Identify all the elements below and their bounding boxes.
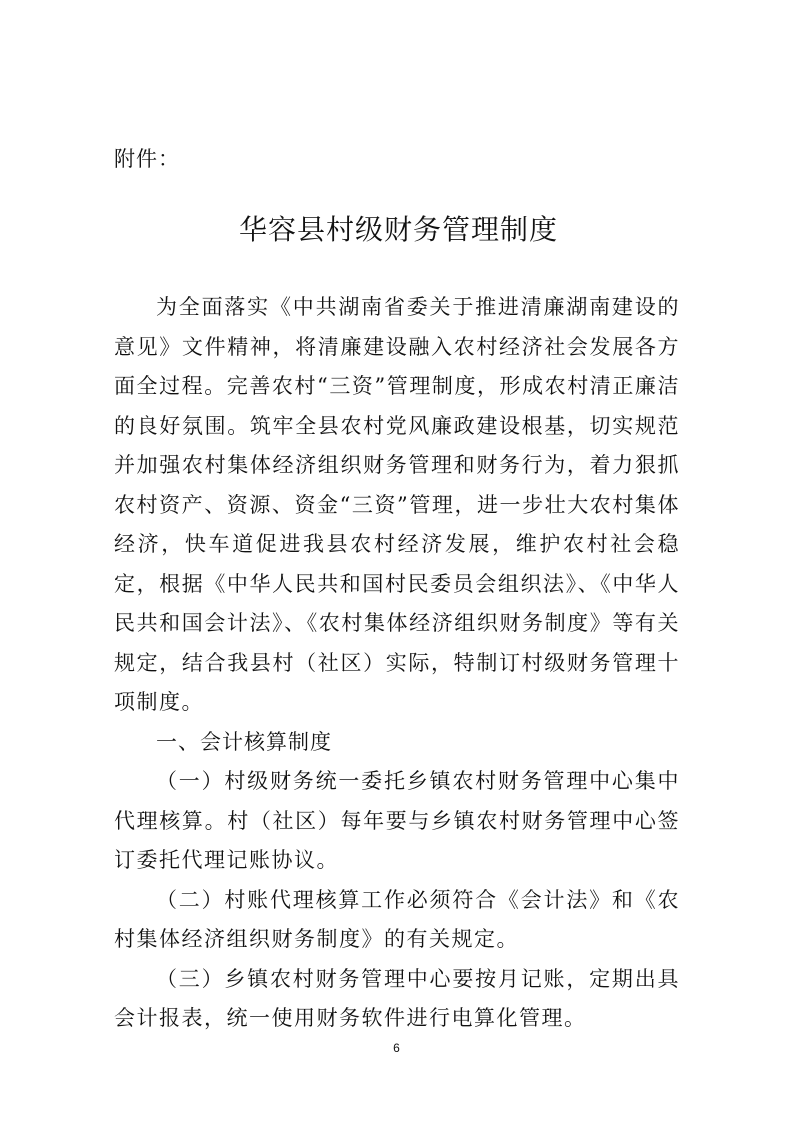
section-item: （三）乡镇农村财务管理中心要按月记账，定期出具会计报表，统一使用财务软件进行电算化管理。 <box>114 966 680 1030</box>
document-title: 华容县村级财务管理制度 <box>238 213 558 246</box>
attachment-label: 附件： <box>114 147 180 171</box>
section-item: （一）村级财务统一委托乡镇农村财务管理中心集中代理核算。村（社区）每年要与乡镇农村财务管理中心签订委托代理记账协议。 <box>114 769 680 872</box>
document-body <box>114 288 680 1039</box>
intro-paragraph: 为全面落实《中共湖南省委关于推进清廉湖南建设的意见》文件精神，将清廉建设融入农村经济社会发展各方面全过程。完善农村“三资”管理制度，形成农村清正廉洁的良好氛围。筑牢全县农村党风廉政建设根基，切实规范并加强农村集体经济组织财务管理和财务行为，着力狠抓农村资产、资源、资金“三资”管理，进一步壮大农村集体经济，快车道促进我县农村经济发展，维护农村社会稳定，根据《中华人民共和国村民委员会组织法》、《中华人民共和国会计法》、《农村集体经济组织财务制度》等有关规定，结合我县村（社区）实际，特制订村级财务管理十项制度。 <box>114 295 680 714</box>
section-item: （二）村账代理核算工作必须符合《会计法》和《农村集体经济组织财务制度》的有关规定。 <box>114 887 680 951</box>
section-heading: 一、会计核算制度 <box>156 729 332 754</box>
page-number: 6 <box>393 1041 400 1055</box>
